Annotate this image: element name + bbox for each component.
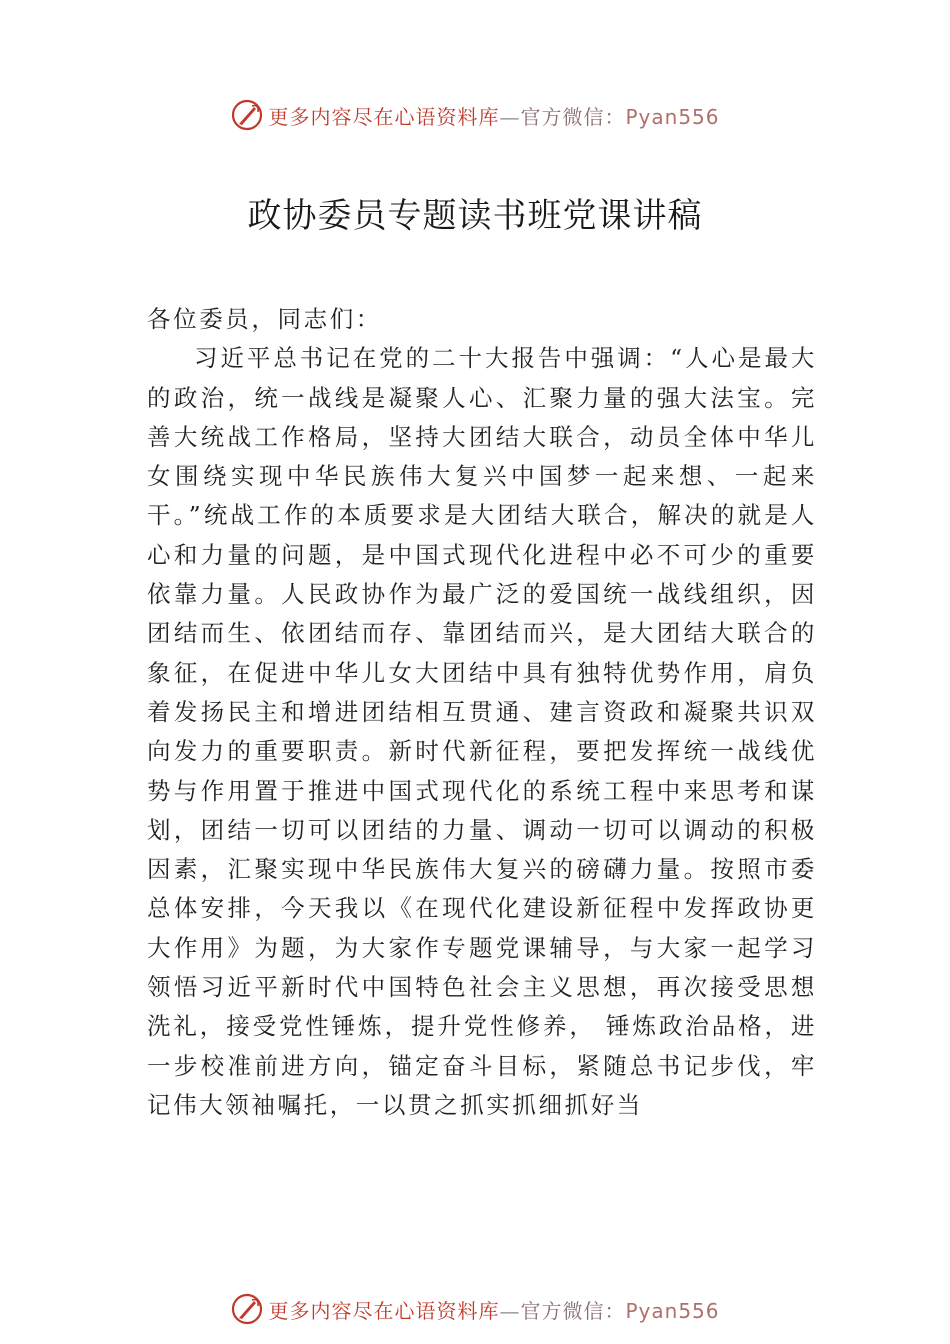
salutation: 各位委员，同志们： [147,305,382,333]
quill-logo-icon [230,98,264,132]
footer-banner-text: 更多内容尽在心语资料库—官方微信：Pyan556 [268,1298,720,1323]
header-banner-text: 更多内容尽在心语资料库—官方微信：Pyan556 [268,104,720,129]
wechat-id: Pyan556 [625,104,720,129]
document-title: 政协委员专题读书班党课讲稿 [247,196,703,236]
body-paragraph: 习近平总书记在党的二十大报告中强调：“人心是最大的政治，统一战线是凝聚人心、汇聚力量的强大法宝。完善大统战工作格局，坚持大团结大联合，动员全体中华儿女围绕实现中华民族伟大复兴中国梦一起来想、一起来干。”统战工作的本质要求是大团结大联合，解决的就是人心和力量的问题，是中国式现代化进程中必不可少的重要依靠力量。人民政协作为最广泛的爱国统一战线组织，因团结而生、依团结而存、靠团结而兴，是大团结大联合的象征，在促进中华儿女大团结中具有独特优势作用，肩负着发扬民主和增进团结相互贯通、建言资政和凝聚共识双向发力的重要职责。新时代新征程，要把发挥统一战线优势与作用置于推进中国式现代化的系统工程中来思考和谋划，团结一切可以团结的力量、调动一切可以调动的积极因素，汇聚实现中华民族伟大复兴的磅礴力量。按照市委总体安排，今天我以《在现代化建设新征程中发挥政协更大作用》为题，为大家作专题党课辅导，与大家一起学习领悟习近平新时代中国特色社会主义思想，再次接受思想洗礼，接受党性锤炼，提升党性修养， 锤炼政治品格，进一步校准前进方向，锚定奋斗目标，紧随总书记步伐，牢记伟大领袖嘱托，一以贯之抓实抓细抓好当 [147,344,817,1119]
footer-banner [0,1289,950,1329]
wechat-id: Pyan556 [625,1298,720,1323]
header-banner [0,95,950,135]
document-body [147,300,817,1125]
quill-logo-icon [230,1292,264,1326]
